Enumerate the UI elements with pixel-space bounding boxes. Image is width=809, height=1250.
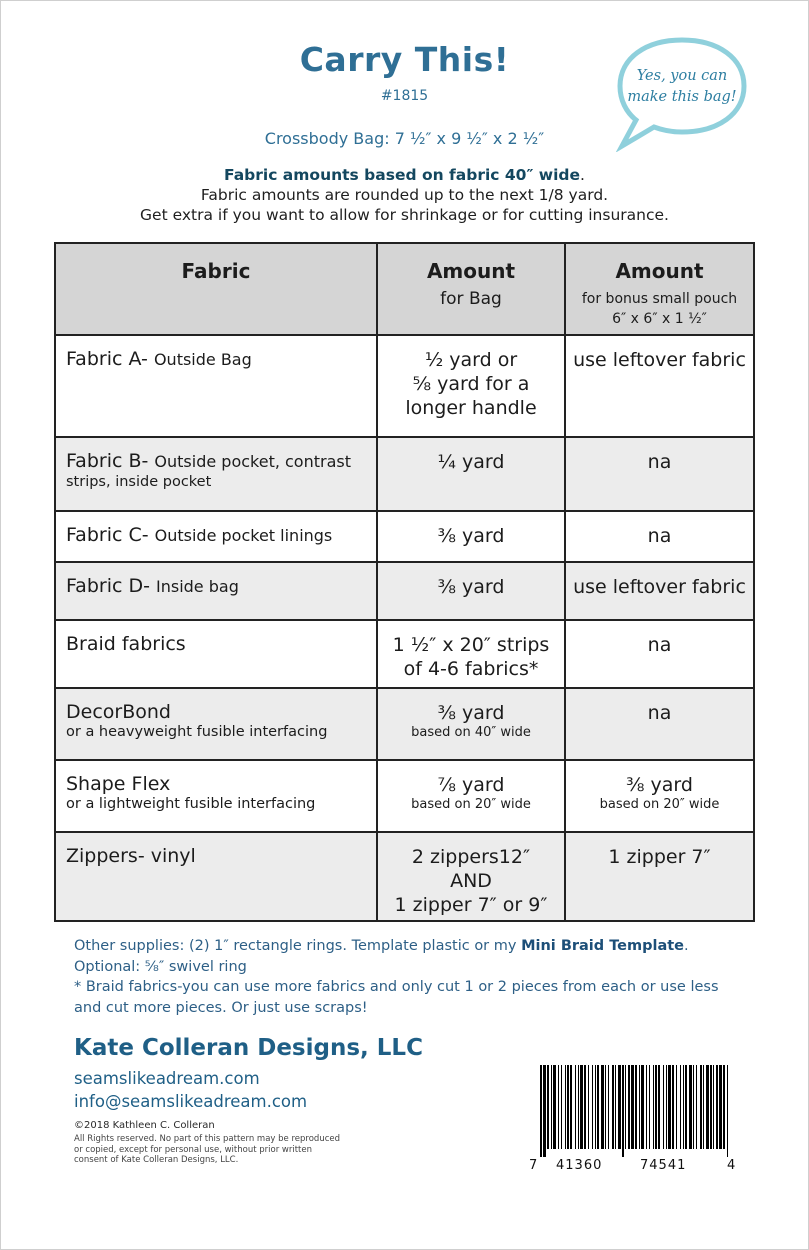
table-row bbox=[55, 562, 754, 620]
pouch-amount-cell: na bbox=[565, 511, 754, 562]
mini-braid-template-link: Mini Braid Template bbox=[521, 938, 685, 954]
table-row bbox=[55, 335, 754, 437]
fabric-name-cell: Fabric A- Outside Bag bbox=[55, 335, 377, 437]
table-row bbox=[55, 760, 754, 832]
fabric-name-cell: Shape Flex or a lightweight fusible interfacing bbox=[55, 760, 377, 832]
legal-notice: All Rights reserved. No part of this pattern may be reproduced or copied, except for personal use, without prior written consent of Kate Colleran Designs, LLC. bbox=[74, 1134, 341, 1165]
fabric-name-cell: DecorBond or a heavyweight fusible interfacing bbox=[55, 688, 377, 760]
pouch-amount-cell: use leftover fabric bbox=[565, 562, 754, 620]
pouch-amount-cell: na bbox=[565, 688, 754, 760]
pattern-number: #1815 bbox=[380, 88, 429, 104]
barcode-digit-right: 4 bbox=[727, 1158, 736, 1173]
bubble-line-1: Yes, you can bbox=[636, 68, 728, 84]
website-link[interactable]: seamslikeadream.com bbox=[74, 1069, 260, 1088]
bubble-text bbox=[616, 66, 748, 108]
extra-note: Get extra if you want to allow for shrinkage or for cutting insurance. bbox=[140, 206, 669, 224]
email-link[interactable]: info@seamslikeadream.com bbox=[74, 1092, 308, 1111]
table-row bbox=[55, 832, 754, 921]
barcode-group-2: 74541 bbox=[640, 1158, 687, 1173]
bag-amount-cell: ⅜ yard based on 40″ wide bbox=[377, 688, 565, 760]
barcode-digit-left: 7 bbox=[529, 1158, 538, 1173]
rounding-note: Fabric amounts are rounded up to the next 1/8 yard. bbox=[200, 186, 609, 204]
header-amount-pouch: Amount for bonus small pouch 6″ x 6″ x 1 ½″ bbox=[565, 243, 754, 335]
bag-amount-cell: 1 ½″ x 20″ strips of 4-6 fabrics* bbox=[377, 620, 565, 688]
supplies-line-4: and cut more pieces. Or just use scraps! bbox=[74, 999, 368, 1016]
table-row bbox=[55, 511, 754, 562]
fabric-name-cell: Fabric D- Inside bag bbox=[55, 562, 377, 620]
fabric-name-cell: Fabric B- Outside pocket, contrast strips, inside pocket bbox=[55, 437, 377, 511]
bag-amount-cell: ⅜ yard bbox=[377, 562, 565, 620]
pouch-amount-cell: na bbox=[565, 437, 754, 511]
copyright: ©2018 Kathleen C. Colleran bbox=[74, 1120, 215, 1131]
fabric-width-note: Fabric amounts based on fabric 40″ wide. bbox=[224, 166, 585, 184]
bag-amount-cell: ½ yard or ⅝ yard for a longer handle bbox=[377, 335, 565, 437]
bag-dimensions: Crossbody Bag: 7 ½″ x 9 ½″ x 2 ½″ bbox=[264, 129, 545, 148]
fabric-table bbox=[54, 242, 755, 922]
fabric-width-bold: Fabric amounts based on fabric 40″ wide bbox=[224, 166, 581, 184]
bag-amount-cell: ⅜ yard bbox=[377, 511, 565, 562]
pouch-amount-cell: na bbox=[565, 620, 754, 688]
other-supplies bbox=[74, 936, 754, 1018]
supplies-line-2: Optional: ⅝″ swivel ring bbox=[74, 958, 247, 975]
barcode-group-1: 41360 bbox=[556, 1158, 603, 1173]
pouch-amount-cell: use leftover fabric bbox=[565, 335, 754, 437]
fabric-name-cell: Zippers- vinyl bbox=[55, 832, 377, 921]
supplies-line-3: * Braid fabrics-you can use more fabrics and only cut 1 or 2 pieces from each or use less bbox=[74, 979, 719, 995]
table-row bbox=[55, 620, 754, 688]
company-name: Kate Colleran Designs, LLC bbox=[74, 1035, 423, 1061]
header-fabric: Fabric bbox=[55, 243, 377, 335]
fabric-name-cell: Braid fabrics bbox=[55, 620, 377, 688]
table-row bbox=[55, 688, 754, 760]
pattern-title: Carry This! bbox=[299, 40, 510, 79]
bubble-line-2: make this bag! bbox=[627, 89, 737, 105]
bag-amount-cell: ⅞ yard based on 20″ wide bbox=[377, 760, 565, 832]
fabric-name-cell: Fabric C- Outside pocket linings bbox=[55, 511, 377, 562]
bag-amount-cell: ¼ yard bbox=[377, 437, 565, 511]
bag-amount-cell: 2 zippers12″ AND 1 zipper 7″ or 9″ bbox=[377, 832, 565, 921]
pouch-amount-cell: ⅜ yard based on 20″ wide bbox=[565, 760, 754, 832]
supplies-line-1: Other supplies: (2) 1″ rectangle rings. Template plastic or my Mini Braid Template. bbox=[74, 938, 689, 954]
table-header-row bbox=[55, 243, 754, 335]
table-row bbox=[55, 437, 754, 511]
barcode-icon bbox=[540, 1065, 728, 1157]
pouch-amount-cell: 1 zipper 7″ bbox=[565, 832, 754, 921]
header-amount-bag: Amount for Bag bbox=[377, 243, 565, 335]
